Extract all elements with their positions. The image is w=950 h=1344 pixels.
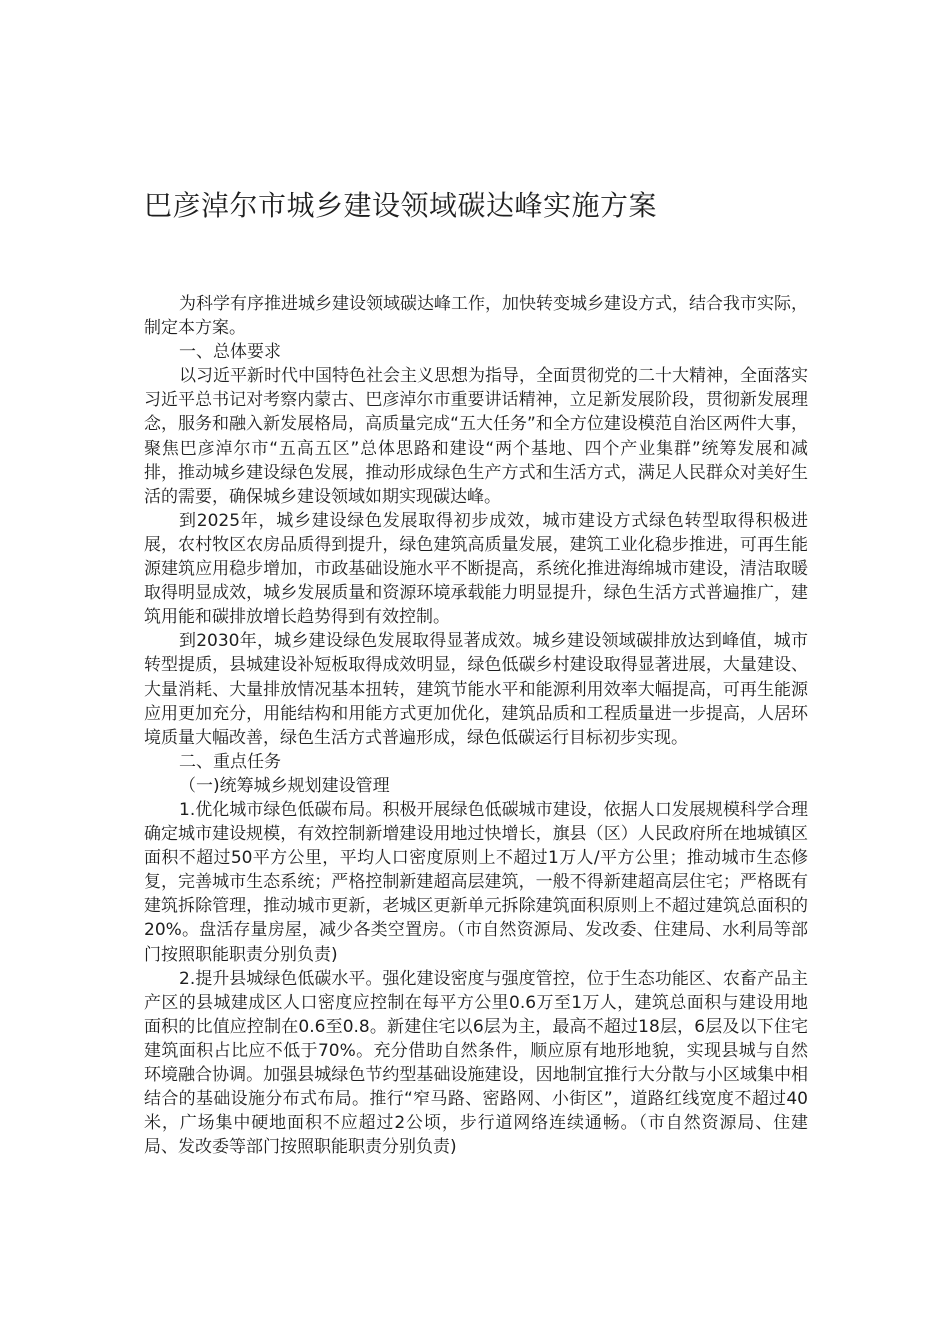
section-heading-key-tasks: 二、重点任务 — [179, 751, 281, 772]
intro-paragraph: 为科学有序推进城乡建设领域碳达峰工作，加快转变城乡建设方式，结合我市实际，制定本方案。 — [144, 294, 808, 339]
document-title: 巴彦淖尔市城乡建设领域碳达峰实施方案 — [144, 188, 658, 222]
goal-2030-paragraph: 到2030年，城乡建设绿色发展取得显著成效。城乡建设领域碳排放达到峰值，城市转型提质，县城建设补短板取得成效明显，绿色低碳乡村建设取得显著进展，大量建设、大量消耗、大量排放情况基本扭转，建筑节能水平和能源利用效率大幅提高，可再生能源应用更加充分，用能结构和用能方式更加优化，建筑品质和工程质量进一步提高，人居环境质量大幅改善，绿色生活方式普遍形成，绿色低碳运行目标初步实现。 — [144, 631, 808, 748]
task-2-paragraph: 2.提升县城绿色低碳水平。强化建设密度与强度管控，位于生态功能区、农畜产品主产区的县城建成区人口密度应控制在每平方公里0.6万至1万人，建筑总面积与建设用地面积的比值应控制在0.6至0.8。新建住宅以6层为主，最高不超过18层，6层及以下住宅建筑面积占比应不低于70%。充分借助自然条件，顺应原有地形地貌，实现县城与自然环境融合协调。加强县城绿色节约型基础设施建设，因地制宜推行大分散与小区域集中相结合的基础设施分布式布局。推行“窄马路、密路网、小街区”，道路红线宽度不超过40米，广场集中硬地面积不应超过2公顷，步行道网络连续通畅。（市自然资源局、住建局、发改委等部门按照职能职责分别负责) — [144, 968, 808, 1158]
task-1-paragraph: 1.优化城市绿色低碳布局。积极开展绿色低碳城市建设，依据人口发展规模科学合理确定城市建设规模，有效控制新增建设用地过快增长，旗县（区）人民政府所在地城镇区面积不超过50平方公里，平均人口密度原则上不超过1万人/平方公里；推动城市生态修复，完善城市生态系统；严格控制新建超高层建筑，一般不得新建超高层住宅；严格既有建筑拆除管理，推动城市更新，老城区更新单元拆除建筑面积原则上不超过建筑总面积的20%。盘活存量房屋，减少各类空置房。（市自然资源局、发改委、住建局、水利局等部门按照职能职责分别负责) — [144, 799, 808, 965]
goal-2025-paragraph: 到2025年，城乡建设绿色发展取得初步成效，城市建设方式绿色转型取得积极进展，农村牧区农房品质得到提升，绿色建筑高质量发展，建筑工业化稳步推进，可再生能源建筑应用稳步增加，市政基础设施水平不断提高，系统化推进海绵城市建设，清洁取暖取得明显成效，城乡发展质量和资源环境承载能力明显提升，绿色生活方式普遍推广，建筑用能和碳排放增长趋势得到有效控制。 — [144, 510, 808, 628]
guiding-principles-paragraph: 以习近平新时代中国特色社会主义思想为指导，全面贯彻党的二十大精神，全面落实习近平总书记对考察内蒙古、巴彦淖尔市重要讲话精神，立足新发展阶段，贯彻新发展理念，服务和融入新发展格局，高质量完成“五大任务”和全方位建设模范自治区两件大事，聚焦巴彦淖尔市“五高五区”总体思路和建设“两个基地、四个产业集群”统筹发展和减排，推动城乡建设绿色发展，推动形成绿色生产方式和生活方式，满足人民群众对美好生活的需要，确保城乡建设领域如期实现碳达峰。 — [144, 366, 808, 507]
section-heading-general-requirements: 一、总体要求 — [179, 342, 281, 363]
document-body — [144, 292, 808, 1159]
subsection-heading-planning: （一)统筹城乡规划建设管理 — [179, 775, 390, 796]
